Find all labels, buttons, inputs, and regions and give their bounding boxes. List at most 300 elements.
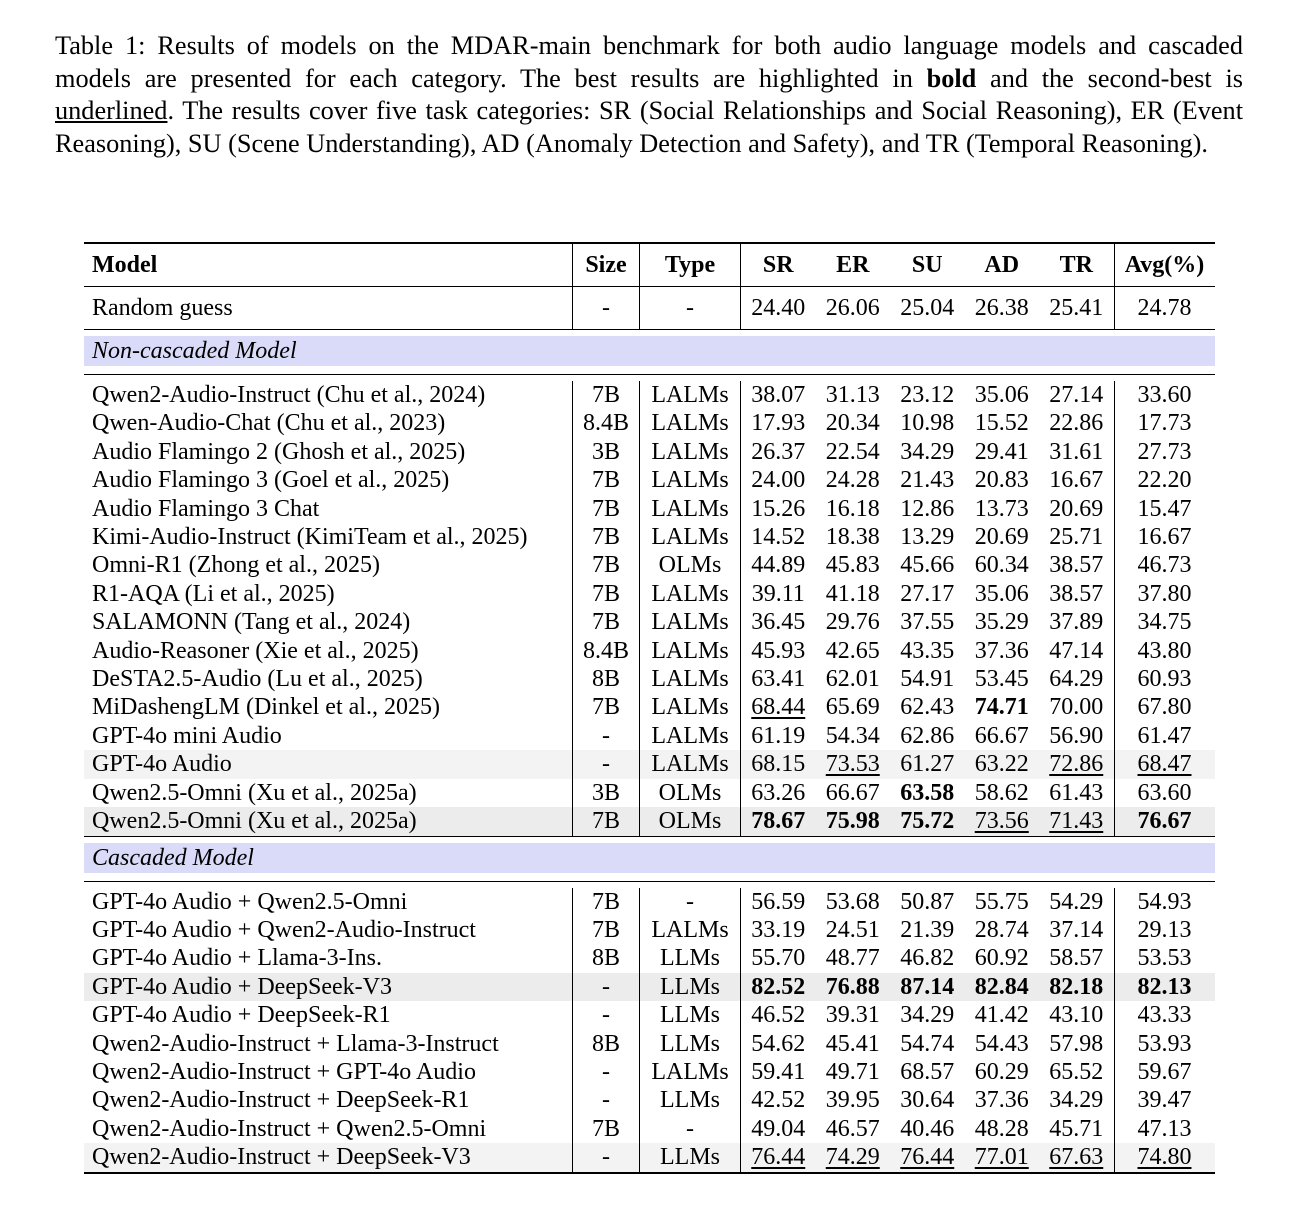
cell-model: Qwen2-Audio-Instruct + DeepSeek-R1 [92,1087,470,1114]
table-row [84,750,1215,778]
cell-ad: 35.29 [974,609,1029,636]
cell-su: 62.86 [900,722,955,749]
table-row [84,551,1215,579]
cell-ad: 35.06 [974,382,1029,408]
best-value: 63.58 [900,779,955,806]
header-su: SU [890,243,965,287]
cell-ad: 41.42 [974,1002,1029,1029]
cell-ad: 60.92 [974,945,1029,972]
header-model: Model [84,243,573,287]
results-table-container [84,242,1208,1174]
cell-model: GPT-4o mini Audio [92,722,282,749]
table-row [84,637,1215,665]
cell-er: 41.18 [825,580,880,607]
cell-size: - [573,1058,640,1086]
cell-model: Qwen-Audio-Chat (Chu et al., 2023) [92,410,446,437]
cell-type: LALMs [640,1058,741,1086]
cell-ad: 54.43 [974,1030,1029,1057]
cell-er: 31.13 [825,382,880,408]
best-value: 87.14 [900,973,955,1000]
cell-sr: 54.62 [751,1030,806,1057]
cell-model: Audio Flamingo 3 Chat [92,495,320,522]
table-row-random-guess [84,287,1215,330]
cell-type: LLMs [640,1030,741,1058]
cell-ad: 28.74 [974,916,1029,943]
table-row [84,381,1215,409]
cell-type: LLMs [640,1001,741,1029]
second-best-value: 73.56 [974,808,1029,835]
table-row [84,580,1215,608]
cell-er [816,973,891,1001]
cell-sr: 68.15 [741,750,816,778]
cell-tr: 34.29 [1049,1087,1104,1114]
table-row [84,722,1215,750]
caption-text: Table 1: Results of models on the MDAR-main benchmark for both audio language models and cascaded models are presented for each category. The best results are highlighted in [55,31,1243,93]
table-row [84,944,1215,972]
cell-su: 21.39 [900,916,955,943]
cell-su [890,973,965,1001]
cell-tr: 16.67 [1049,467,1104,494]
cell-tr: 64.29 [1049,666,1104,693]
section-spacer [84,366,1215,375]
cell-sr: 15.26 [751,495,806,522]
table-row [84,973,1215,1001]
cell-type: - [640,287,741,330]
cell-su: 27.17 [900,580,955,607]
cell-er: 62.01 [825,666,880,693]
cell-er: 46.57 [825,1115,880,1142]
cell-sr [741,693,816,721]
cell-sr: 14.52 [751,524,806,551]
cell-sr: 38.07 [751,382,806,408]
cell-ad: 35.06 [974,580,1029,607]
cell-tr: 58.57 [1049,945,1104,972]
cell-ad [965,1143,1040,1172]
cell-type: LLMs [640,944,741,972]
cell-size: 3B [573,438,640,466]
cell-avg [1114,1143,1215,1172]
cell-type: LALMs [640,580,741,608]
cell-size: 7B [573,495,640,523]
cell-size: 7B [573,888,640,916]
cell-tr: 27.14 [1049,382,1104,408]
table-row [84,438,1215,466]
cell-avg: 37.80 [1114,580,1215,608]
cell-type: LALMs [640,523,741,551]
table-row [84,888,1215,916]
spacer [84,873,1215,882]
cell-tr: 65.52 [1049,1058,1104,1085]
cell-sr: 44.89 [751,552,806,579]
results-table [84,242,1215,1174]
cell-avg: 46.73 [1114,551,1215,579]
cell-su: 12.86 [900,495,955,522]
cell-er [816,807,891,836]
cell-model: Qwen2-Audio-Instruct + GPT-4o Audio [92,1058,476,1085]
caption-bold-word: bold [926,63,977,93]
cell-er: 24.28 [825,467,880,494]
cell-su: 61.27 [890,750,965,778]
cell-tr: 31.61 [1049,438,1104,465]
cell-size: - [573,287,640,330]
second-best-value: 71.43 [1049,808,1104,835]
cell-sr: 63.26 [751,779,806,806]
cell-sr: 24.40 [741,287,816,330]
header-size: Size [573,243,640,287]
cell-sr: 39.11 [751,580,805,607]
cell-model: Qwen2-Audio-Instruct + DeepSeek-V3 [84,1143,573,1172]
cell-size: 8.4B [573,409,640,437]
cell-size: - [573,722,640,750]
cell-type: LALMs [640,409,741,437]
second-best-value: 67.63 [1049,1144,1104,1171]
cell-size: 3B [573,779,640,807]
cell-sr: 61.19 [751,722,806,749]
cell-er: 49.71 [825,1058,880,1085]
cell-avg: 15.47 [1114,495,1215,523]
header-type: Type [640,243,741,287]
cell-su: 30.64 [900,1087,955,1114]
cell-ad: 15.52 [974,410,1029,437]
cell-tr: 45.71 [1049,1115,1104,1142]
caption-underline-word: underlined [55,96,168,126]
cell-sr: 45.93 [751,637,806,664]
cell-er: 53.68 [825,888,880,915]
cell-model: MiDashengLM (Dinkel et al., 2025) [92,694,440,721]
table-row [84,916,1215,944]
cell-er: 29.76 [825,609,880,636]
cell-su: 45.66 [900,552,955,579]
cell-er: 24.51 [825,916,880,943]
cell-su: 23.12 [900,382,955,408]
cell-size: 7B [573,466,640,494]
cell-ad [965,807,1040,836]
cell-ad: 60.29 [974,1058,1029,1085]
second-best-value: 72.86 [1049,751,1104,778]
cell-er: 54.34 [825,722,880,749]
cell-type: LALMs [640,381,741,409]
table-row [84,693,1215,721]
cell-model: GPT-4o Audio + Llama-3-Ins. [92,945,382,972]
header-row [84,243,1215,287]
cell-size: 7B [573,580,640,608]
cell-model: SALAMONN (Tang et al., 2024) [92,609,411,636]
section-spacer [84,873,1215,882]
cell-model: Qwen2-Audio-Instruct (Chu et al., 2024) [92,382,486,408]
cell-su: 40.46 [900,1115,955,1142]
cell-er: 65.69 [825,694,880,721]
cell-ad: 58.62 [974,779,1029,806]
best-value: 82.84 [974,973,1029,1000]
best-value: 76.67 [1137,808,1192,835]
cell-ad: 20.83 [974,467,1029,494]
table-row [84,1115,1215,1143]
cell-su: 13.29 [900,524,955,551]
second-best-value: 68.47 [1137,751,1192,778]
best-value: 76.88 [825,973,880,1000]
cell-er: 22.54 [825,438,880,465]
caption-text: and the second-best is [976,63,1243,93]
spacer [84,366,1215,375]
table-row [84,608,1215,636]
cell-tr: 70.00 [1049,694,1104,721]
cell-type: LALMs [640,750,741,778]
cell-ad: 66.67 [974,722,1029,749]
cell-avg: 33.60 [1114,381,1215,409]
cell-sr: 24.00 [751,467,806,494]
cell-su: 46.82 [900,945,955,972]
cell-avg: 22.20 [1114,466,1215,494]
table-sections [84,330,1215,1173]
table-row [84,409,1215,437]
cell-ad [965,973,1040,1001]
cell-er: 45.41 [825,1030,880,1057]
cell-tr: 25.41 [1039,287,1114,330]
cell-avg: 59.67 [1114,1058,1215,1086]
cell-type: LLMs [640,1086,741,1114]
cell-su: 54.74 [900,1030,955,1057]
cell-er: 26.06 [816,287,891,330]
cell-ad: 20.69 [974,524,1029,551]
second-best-value: 73.53 [825,751,880,778]
cell-avg: 67.80 [1114,693,1215,721]
cell-sr: 42.52 [751,1087,806,1114]
second-best-value: 77.01 [974,1144,1029,1171]
cell-avg: 43.33 [1114,1001,1215,1029]
cell-size: - [573,1001,640,1029]
second-best-value: 74.29 [825,1144,880,1171]
cell-tr: 47.14 [1049,637,1104,664]
cell-tr: 38.57 [1049,552,1104,579]
cell-sr: 33.19 [751,916,806,943]
cell-avg: 27.73 [1114,438,1215,466]
cell-tr [1039,750,1114,778]
section-title: Cascaded Model [84,843,1215,873]
cell-model: Omni-R1 (Zhong et al., 2025) [92,552,380,579]
cell-size: 8B [573,1030,640,1058]
cell-sr [741,1143,816,1172]
cell-model: GPT-4o Audio + Qwen2.5-Omni [92,888,408,915]
second-best-value: 76.44 [751,1144,806,1171]
cell-er: 16.18 [825,495,880,522]
table-row [84,1143,1215,1172]
cell-type: - [640,1115,741,1143]
cell-type: LALMs [640,916,741,944]
cell-er [816,1143,891,1172]
table-row [84,779,1215,807]
cell-er: 48.77 [825,945,880,972]
cell-sr: 59.41 [751,1058,806,1085]
cell-type: LALMs [640,495,741,523]
cell-ad: 13.73 [974,495,1029,522]
best-value: 74.71 [974,694,1029,721]
cell-avg: 60.93 [1114,665,1215,693]
cell-tr [1039,807,1114,836]
cell-type: LLMs [640,973,741,1001]
cell-su: 43.35 [900,637,955,664]
cell-type: LALMs [640,608,741,636]
cell-su: 54.91 [900,666,955,693]
cell-model: R1-AQA (Li et al., 2025) [92,580,335,607]
cell-avg: 53.93 [1114,1030,1215,1058]
best-value: 75.98 [825,808,880,835]
cell-er [816,750,891,778]
cell-sr [741,807,816,836]
cell-er: 39.31 [825,1002,880,1029]
cell-size: 7B [573,1115,640,1143]
cell-er: 66.67 [825,779,880,806]
cell-avg: 34.75 [1114,608,1215,636]
table-row [84,1086,1215,1114]
cell-tr: 37.14 [1049,916,1104,943]
best-value: 82.13 [1137,973,1192,1000]
table-row [84,665,1215,693]
cell-type: OLMs [640,779,741,807]
cell-model: GPT-4o Audio [84,750,573,778]
cell-sr: 17.93 [751,410,806,437]
cell-ad [965,693,1040,721]
cell-avg: 43.80 [1114,637,1215,665]
cell-avg: 53.53 [1114,944,1215,972]
cell-size: - [573,973,640,1001]
cell-size: 7B [573,916,640,944]
cell-size: 7B [573,523,640,551]
cell-avg: 17.73 [1114,409,1215,437]
table-row [84,523,1215,551]
cell-type: LALMs [640,722,741,750]
cell-ad: 37.36 [974,637,1029,664]
cell-ad: 37.36 [974,1087,1029,1114]
cell-ad: 29.41 [974,438,1029,465]
cell-tr: 37.89 [1049,609,1104,636]
cell-model: Audio-Reasoner (Xie et al., 2025) [92,637,419,664]
cell-model: Random guess [84,287,573,330]
table-row [84,807,1215,836]
cell-model: Kimi-Audio-Instruct (KimiTeam et al., 2025) [92,524,528,551]
cell-tr: 61.43 [1049,779,1104,806]
cell-type: LALMs [640,637,741,665]
cell-ad: 26.38 [965,287,1040,330]
cell-tr: 56.90 [1049,722,1104,749]
header-tr: TR [1039,243,1114,287]
cell-su: 34.29 [900,1002,955,1029]
section-title: Non-cascaded Model [84,336,1215,366]
cell-su [890,1143,965,1172]
cell-model: GPT-4o Audio + DeepSeek-R1 [92,1002,391,1029]
cell-sr [741,973,816,1001]
header-avg: Avg(%) [1114,243,1215,287]
cell-type: OLMs [640,551,741,579]
header-ad: AD [965,243,1040,287]
cell-su: 68.57 [900,1058,955,1085]
cell-tr: 57.98 [1049,1030,1104,1057]
cell-tr [1039,973,1114,1001]
cell-type: LALMs [640,693,741,721]
cell-size: 8B [573,944,640,972]
cell-avg [1114,973,1215,1001]
second-best-value: 68.44 [751,694,806,721]
cell-avg: 63.60 [1114,779,1215,807]
cell-tr [1039,1143,1114,1172]
cell-size: 7B [573,381,640,409]
cell-tr: 22.86 [1049,410,1104,437]
cell-tr: 38.57 [1049,580,1104,607]
cell-er: 45.83 [825,552,880,579]
second-best-value: 74.80 [1137,1144,1192,1171]
header-er: ER [816,243,891,287]
cell-model: Qwen2.5-Omni (Xu et al., 2025a) [84,807,573,836]
cell-model: Audio Flamingo 2 (Ghosh et al., 2025) [92,438,466,465]
table-row [84,1058,1215,1086]
cell-type: LALMs [640,438,741,466]
cell-ad: 53.45 [974,666,1029,693]
cell-type: LALMs [640,466,741,494]
table-row [84,495,1215,523]
cell-ad: 55.75 [974,888,1029,915]
cell-type: - [640,888,741,916]
cell-er: 42.65 [825,637,880,664]
cell-avg: 47.13 [1114,1115,1215,1143]
section-header-cascaded-model [84,843,1215,873]
cell-size: 8.4B [573,637,640,665]
cell-avg: 29.13 [1114,916,1215,944]
cell-tr: 54.29 [1049,888,1104,915]
cell-avg: 54.93 [1114,888,1215,916]
header-sr: SR [741,243,816,287]
cell-ad: 60.34 [974,552,1029,579]
cell-model: Audio Flamingo 3 (Goel et al., 2025) [92,467,450,494]
cell-avg: 24.78 [1114,287,1215,330]
caption-text: . The results cover five task categories: SR (Social Relationships and Social Reasoning), ER (Event Reasoning), SU (Scene Understanding), AD (Anomaly Detection and Safety), and TR (Temporal Reasoning). [55,96,1243,158]
cell-su: 37.55 [900,609,955,636]
cell-avg: 16.67 [1114,523,1215,551]
cell-model: GPT-4o Audio + DeepSeek-V3 [84,973,573,1001]
cell-size: 7B [573,807,640,836]
cell-model: DeSTA2.5-Audio (Lu et al., 2025) [92,666,423,693]
cell-size: 7B [573,693,640,721]
best-value: 75.72 [900,808,955,835]
table-caption [55,30,1243,160]
best-value: 78.67 [751,808,806,835]
cell-avg [1114,807,1215,836]
cell-avg: 61.47 [1114,722,1215,750]
cell-sr: 36.45 [751,609,806,636]
cell-size: 7B [573,551,640,579]
cell-model: Qwen2-Audio-Instruct + Qwen2.5-Omni [92,1115,487,1142]
cell-sr: 63.41 [751,666,806,693]
table-row [84,1001,1215,1029]
cell-ad: 63.22 [965,750,1040,778]
cell-type: OLMs [640,807,741,836]
cell-su [890,779,965,807]
cell-su: 34.29 [900,438,955,465]
cell-size: - [573,1086,640,1114]
second-best-value: 76.44 [900,1144,955,1171]
cell-su [890,807,965,836]
section-header-non-cascaded-model [84,336,1215,366]
cell-sr: 56.59 [751,888,806,915]
cell-su: 21.43 [900,467,955,494]
cell-sr: 55.70 [751,945,806,972]
cell-model: GPT-4o Audio + Qwen2-Audio-Instruct [92,916,476,943]
cell-model: Qwen2.5-Omni (Xu et al., 2025a) [92,779,417,806]
cell-tr: 20.69 [1049,495,1104,522]
cell-type: LLMs [640,1143,741,1172]
cell-ad: 48.28 [974,1115,1029,1142]
cell-su: 10.98 [900,410,955,437]
cell-er: 20.34 [825,410,880,437]
cell-avg [1114,750,1215,778]
